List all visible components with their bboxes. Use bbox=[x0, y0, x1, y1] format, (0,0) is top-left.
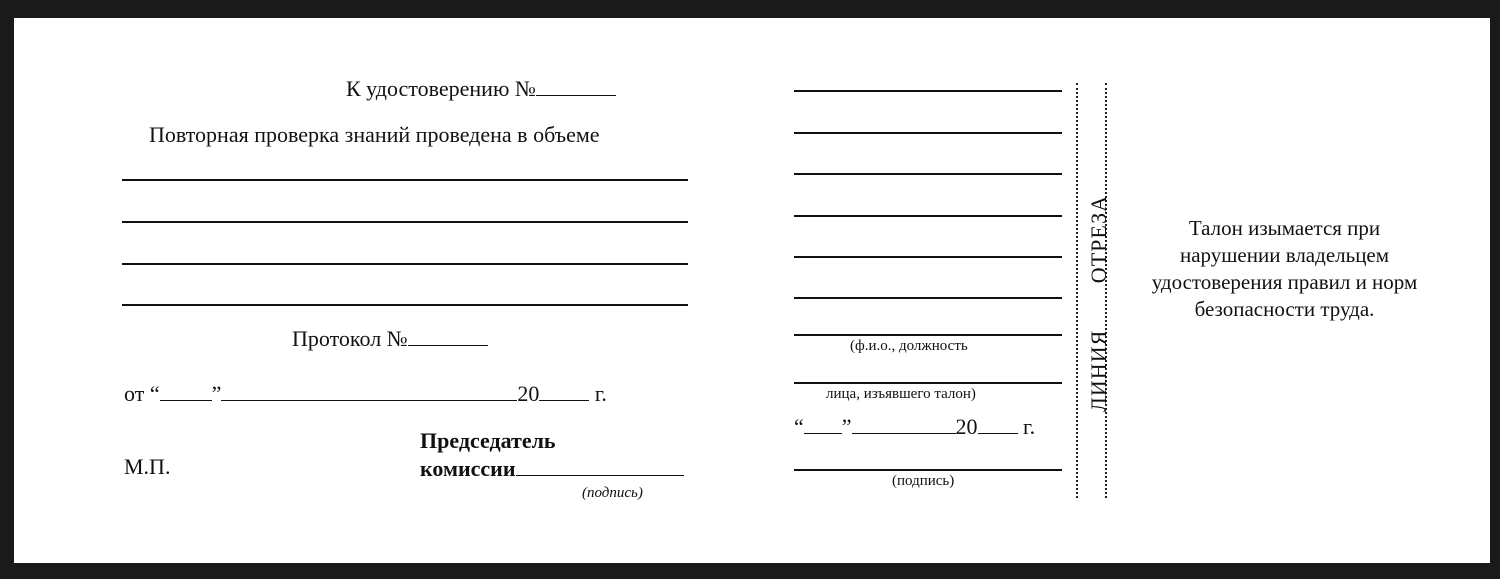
removal-year-field[interactable] bbox=[978, 415, 1018, 434]
middle-line-2[interactable] bbox=[794, 132, 1062, 134]
scope-line-4[interactable] bbox=[122, 304, 688, 306]
certificate-number-field[interactable] bbox=[536, 77, 616, 96]
scope-line-3[interactable] bbox=[122, 263, 688, 265]
stamp-label: М.П. bbox=[124, 454, 171, 479]
protocol-date-row: от “ ” 20 г. bbox=[124, 381, 607, 406]
cut-word-line: ЛИНИЯ bbox=[1086, 329, 1111, 412]
middle-signature-line[interactable] bbox=[794, 469, 1062, 471]
scope-line-1[interactable] bbox=[122, 179, 688, 181]
scope-line-2[interactable] bbox=[122, 221, 688, 223]
protocol-day-field[interactable] bbox=[160, 382, 212, 401]
protocol-number-field[interactable] bbox=[408, 327, 488, 346]
protocol-year-field[interactable] bbox=[539, 382, 589, 401]
coupon-removal-note: Талон изымается при нарушении владельцем удостоверения правил и норм безопасности труда. bbox=[1151, 216, 1418, 321]
protocol-number-label: Протокол № bbox=[292, 326, 488, 352]
removal-date-row: “ ” 20 г. bbox=[794, 414, 1036, 439]
middle-line-fio[interactable] bbox=[794, 334, 1062, 336]
coupon-sheet bbox=[14, 18, 1490, 563]
removal-month-field[interactable] bbox=[852, 415, 956, 434]
middle-signature-hint: (подпись) bbox=[892, 473, 955, 489]
chairman-signature-hint: (подпись) bbox=[582, 485, 643, 501]
cut-line-label bbox=[1079, 191, 1119, 416]
fio-hint: (ф.и.о., должность bbox=[850, 338, 968, 354]
middle-line-person[interactable] bbox=[794, 382, 1062, 384]
cut-word-cut: ОТРЕЗА bbox=[1086, 195, 1111, 284]
certificate-number-label: К удостоверению № bbox=[346, 76, 616, 102]
commission-label: комиссии bbox=[420, 456, 684, 482]
cut-line-left bbox=[1076, 83, 1078, 498]
person-hint: лица, изъявшего талон) bbox=[826, 386, 976, 402]
chairman-signature-field[interactable] bbox=[516, 457, 684, 476]
middle-line-4[interactable] bbox=[794, 215, 1062, 217]
protocol-month-field[interactable] bbox=[221, 382, 517, 401]
middle-line-3[interactable] bbox=[794, 173, 1062, 175]
removal-day-field[interactable] bbox=[804, 415, 842, 434]
repeat-check-text: Повторная проверка знаний проведена в объеме bbox=[149, 122, 600, 147]
middle-line-1[interactable] bbox=[794, 90, 1062, 92]
middle-line-5[interactable] bbox=[794, 256, 1062, 258]
middle-line-6[interactable] bbox=[794, 297, 1062, 299]
chairman-label: Председатель bbox=[420, 428, 556, 453]
